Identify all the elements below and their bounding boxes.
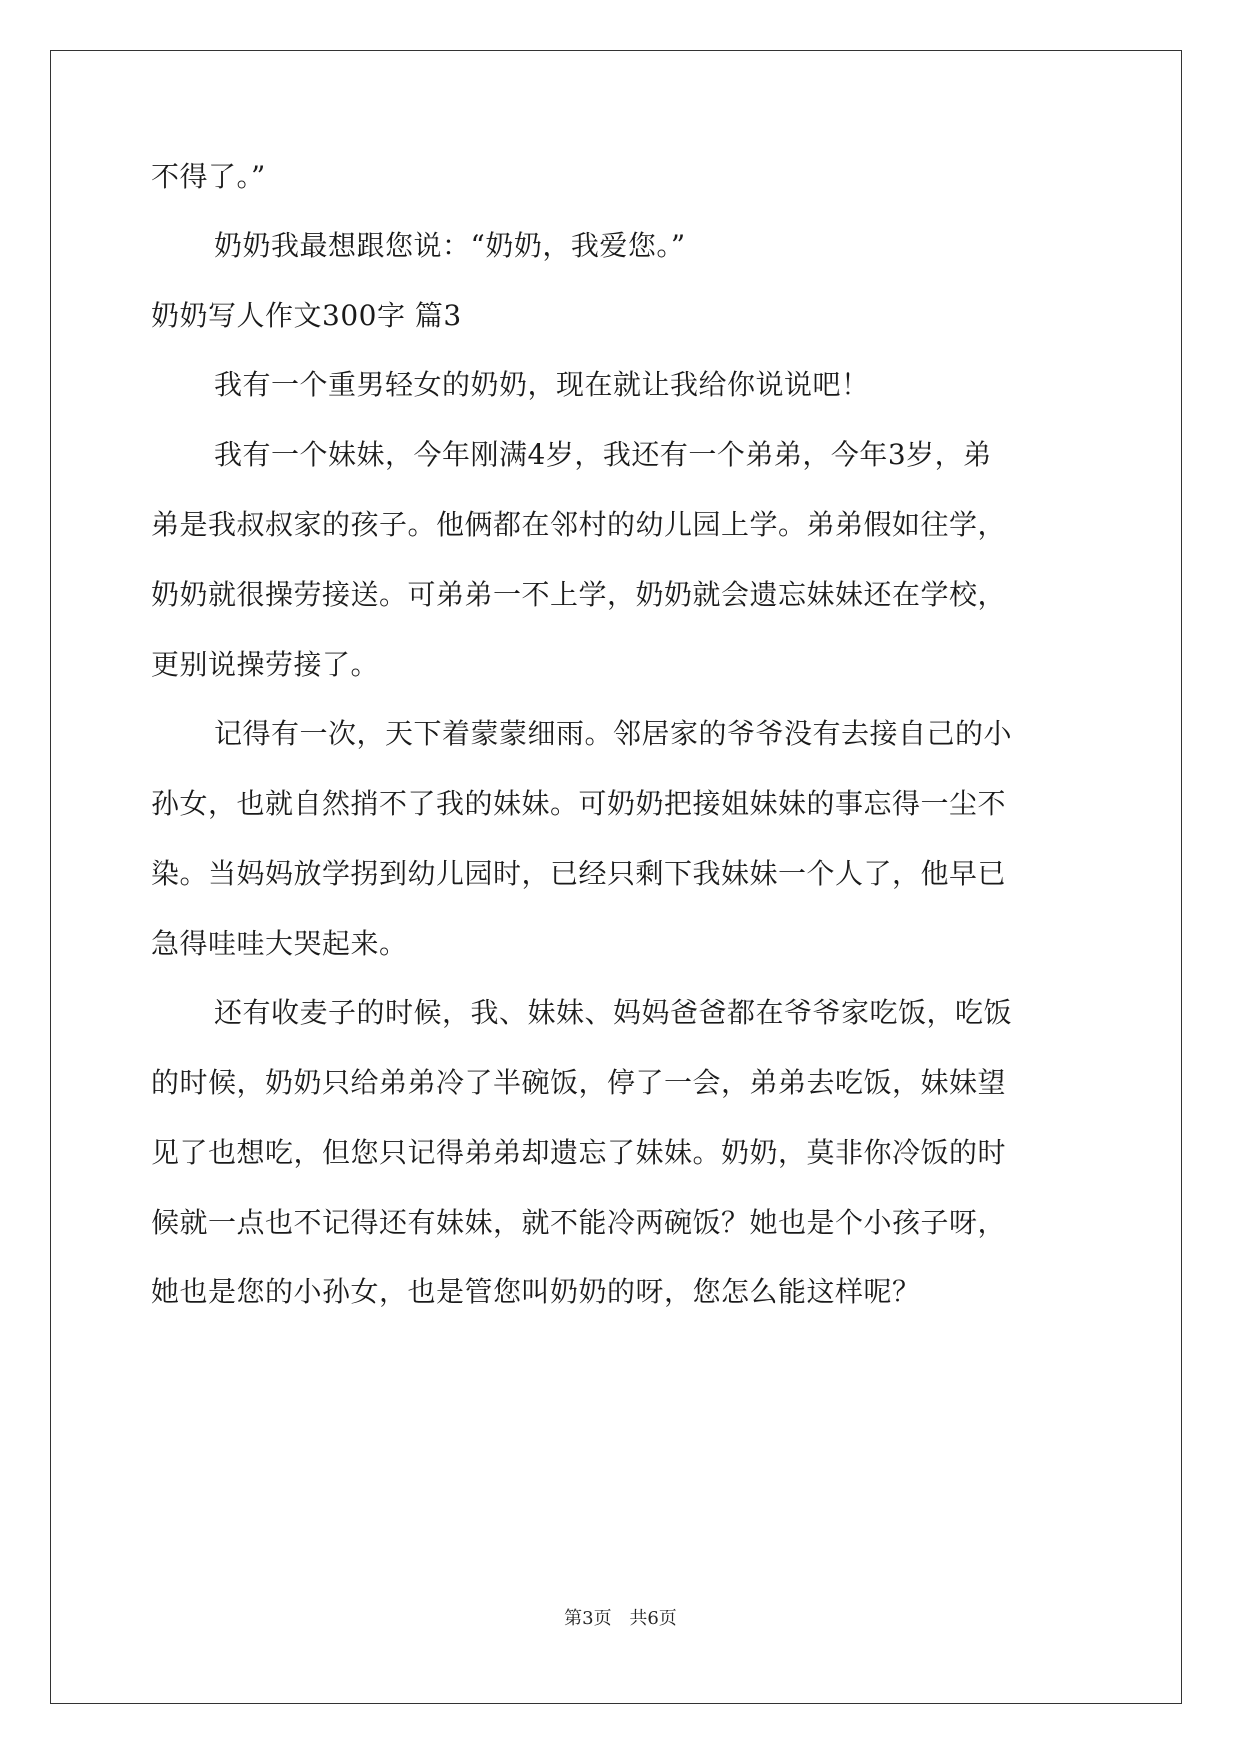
text-line: 奶奶我最想跟您说：“奶奶，我爱您。” (214, 229, 686, 262)
text-line: 更别说操劳接了。 (151, 648, 380, 681)
text-line: 候就一点也不记得还有妹妹，就不能冷两碗饭？她也是个小孩子呀， (151, 1206, 1007, 1239)
text-line: 奶奶就很操劳接送。可弟弟一不上学，奶奶就会遗忘妹妹还在学校， (151, 578, 1007, 611)
text-line: 还有收麦子的时候，我、妹妹、妈妈爸爸都在爷爷家吃饭，吃饭 (214, 996, 1013, 1029)
text-line: 记得有一次，天下着蒙蒙细雨。邻居家的爷爷没有去接自己的小 (214, 717, 1013, 750)
text-line: 急得哇哇大哭起来。 (151, 927, 408, 960)
text-line: 不得了。” (151, 160, 266, 193)
text-line: 弟是我叔叔家的孩子。他俩都在邻村的幼儿园上学。弟弟假如往学， (151, 508, 1007, 541)
text-line: 她也是您的小孙女，也是管您叫奶奶的呀，您怎么能这样呢？ (151, 1275, 921, 1308)
page-number: 第3页 (564, 1608, 612, 1629)
page-footer (0, 1607, 1241, 1631)
section-heading: 奶奶写人作文300字 篇3 (151, 299, 462, 332)
text-line: 我有一个重男轻女的奶奶，现在就让我给你说说吧！ (214, 368, 870, 401)
text-line: 孙女，也就自然捎不了我的妹妹。可奶奶把接姐妹妹的事忘得一尘不 (151, 787, 1007, 820)
text-line: 的时候，奶奶只给弟弟冷了半碗饭，停了一会，弟弟去吃饭，妹妹望 (151, 1066, 1007, 1099)
text-line: 染。当妈妈放学拐到幼儿园时，已经只剩下我妹妹一个人了，他早已 (151, 857, 1007, 890)
text-line: 见了也想吃，但您只记得弟弟却遗忘了妹妹。奶奶，莫非你冷饭的时 (151, 1136, 1007, 1169)
page-total: 共6页 (629, 1608, 677, 1629)
text-line: 我有一个妹妹，今年刚满4岁，我还有一个弟弟，今年3岁，弟 (214, 438, 992, 471)
